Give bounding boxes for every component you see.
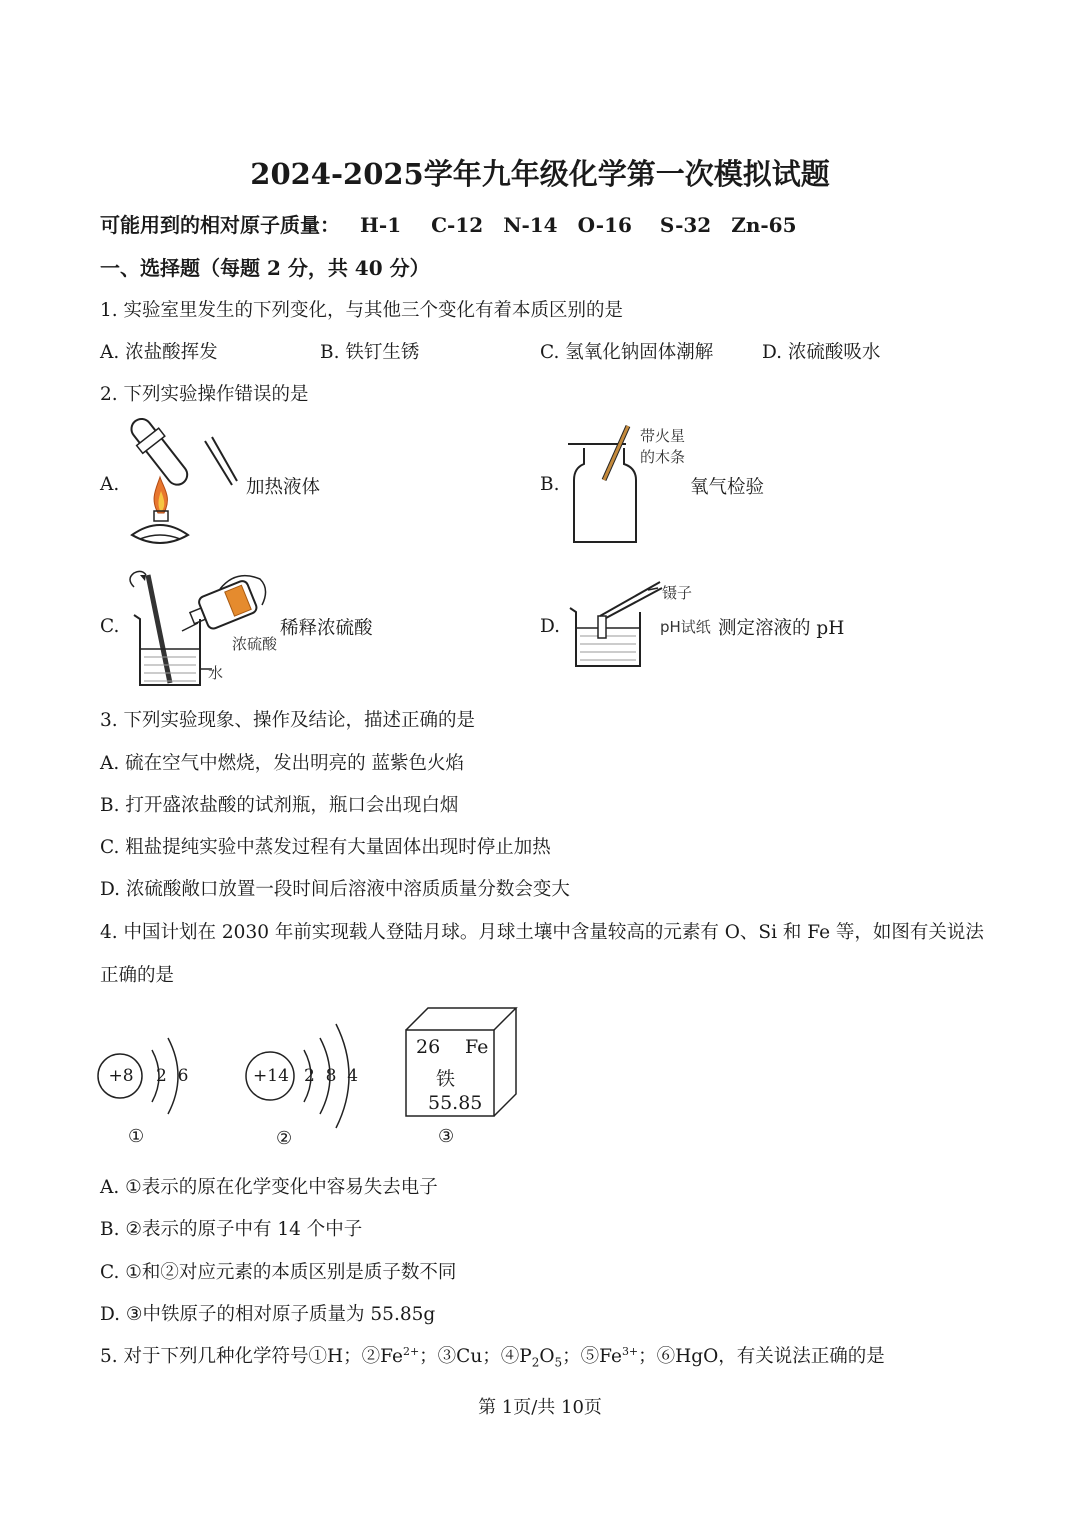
q2-option-a-label: 加热液体 (246, 477, 321, 498)
q3-option-d: D. 浓硫酸敞口放置一段时间后溶液中溶质质量分数会变大 (100, 879, 570, 900)
mass-item: Zn-65 (731, 213, 797, 237)
ph-paper-note: pH试纸 (660, 618, 711, 636)
gas-bottle-icon (574, 448, 636, 542)
mass-item: C-12 (431, 213, 484, 237)
element-number: ③ (438, 1126, 455, 1147)
q1-option-b: B. 铁钉生锈 (320, 342, 420, 363)
ph-paper-icon (598, 616, 606, 638)
atom2-shells: 2 8 4 (304, 1066, 359, 1086)
atom1-nucleus: +8 (108, 1066, 134, 1086)
q5-text: ；⑥HgO，有关说法正确的是 (638, 1346, 885, 1367)
tweezers-icon (600, 582, 660, 616)
q3-option-c: C. 粗盐提纯实验中蒸发过程有大量固体出现时停止加热 (100, 837, 551, 858)
cell-side-shape (494, 1008, 516, 1116)
q3-option-b: B. 打开盛浓盐酸的试剂瓶，瓶口会出现白烟 (100, 795, 459, 816)
solution-hatch-shape (580, 636, 636, 660)
ph-test-diagram (566, 578, 666, 673)
q5-stem (100, 1342, 885, 1370)
q1-stem: 1. 实验室里发生的下列变化，与其他三个变化有着本质区别的是 (100, 300, 624, 321)
mass-item: O-16 (577, 213, 632, 237)
dilute-acid-diagram (120, 565, 280, 690)
q3-option-a: A. 硫在空气中燃烧，发出明亮的 蓝紫色火焰 (100, 753, 465, 774)
q2-option-d-letter: D. (540, 616, 561, 637)
glass-rod-icon (148, 575, 170, 683)
section-heading: 一、选择题（每题 2 分，共 40 分） (100, 256, 430, 280)
q1-option-c: C. 氢氧化钠固体潮解 (540, 342, 714, 363)
splint-note-1: 带火星 (640, 427, 686, 445)
q2-option-d-label: 测定溶液的 pH (718, 618, 845, 639)
q4-option-c: C. ①和②对应元素的本质区别是质子数不同 (100, 1262, 457, 1283)
atom2-number: ② (276, 1128, 293, 1149)
atom2-nucleus: +14 (253, 1066, 289, 1086)
atom1-shells: 2 6 (156, 1066, 189, 1086)
splint-note-2: 的木条 (640, 448, 686, 466)
fe3-charge: 3+ (621, 1344, 639, 1358)
lamp-liquid-shape (140, 535, 180, 539)
q2-option-c-letter: C. (100, 616, 120, 637)
q4-option-d: D. ③中铁原子的相对原子质量为 55.85g (100, 1304, 436, 1325)
iron-atomic-number: 26 (416, 1036, 441, 1058)
iron-symbol: Fe (465, 1036, 489, 1058)
atomic-masses-label: 可能用到的相对原子质量： (100, 213, 340, 237)
o-subscript: 5 (554, 1355, 563, 1370)
q4-option-a: A. ①表示的原在化学变化中容易失去电子 (100, 1177, 438, 1198)
q2-option-b-label: 氧气检验 (690, 477, 765, 498)
stir-arrowhead-icon (140, 575, 146, 581)
page-title: 2024-2025学年九年级化学第一次模拟试题 (250, 157, 830, 191)
p-subscript: 2 (531, 1355, 540, 1370)
q3-stem: 3. 下列实验现象、操作及结论，描述正确的是 (100, 710, 476, 731)
q5-text: ；③Cu；④P (419, 1346, 532, 1367)
q5-text: 5. 对于下列几种化学符号①H；②Fe (100, 1346, 403, 1367)
q2-stem: 2. 下列实验操作错误的是 (100, 384, 309, 405)
iron-atomic-mass: 55.85 (428, 1092, 483, 1114)
mass-item: N-14 (503, 213, 558, 237)
q5-text: O (539, 1346, 555, 1367)
cell-top-shape (406, 1008, 516, 1030)
acid-stream-shape (182, 623, 198, 631)
q2-option-a-letter: A. (100, 474, 120, 495)
q1-option-d: D. 浓硫酸吸水 (762, 342, 881, 363)
q1-option-a: A. 浓盐酸挥发 (100, 342, 218, 363)
q2-option-b-letter: B. (540, 474, 560, 495)
acid-note: 浓硫酸 (232, 635, 278, 653)
atom1-number: ① (128, 1126, 145, 1147)
tweezers-note: 镊子 (662, 584, 693, 602)
q4-stem-line2: 正确的是 (100, 965, 175, 986)
mass-item: H-1 (360, 213, 402, 237)
iron-name: 铁 (436, 1068, 456, 1090)
bottle-label-icon (225, 585, 251, 616)
water-note: 水 (208, 664, 224, 682)
tube-holder-shape (137, 428, 165, 453)
q4-option-b: B. ②表示的原子中有 14 个中子 (100, 1219, 363, 1240)
q5-text: ；⑤Fe (562, 1346, 622, 1367)
oxygen-test-diagram (566, 420, 646, 550)
alcohol-lamp-icon (132, 525, 188, 543)
q2-option-c-label: 稀释浓硫酸 (280, 618, 373, 639)
heating-liquid-diagram (120, 415, 240, 550)
tweezers-arm-shape (606, 588, 662, 618)
fe2-charge: 2+ (402, 1344, 420, 1358)
mass-item: S-32 (659, 213, 712, 237)
page-footer: 第 1页/共 10页 (478, 1397, 602, 1418)
atomic-masses (100, 209, 797, 238)
q4-stem-line1: 4. 中国计划在 2030 年前实现载人登陆月球。月球土壤中含量较高的元素有 O、Si 和 Fe 等，如图有关说法 (100, 922, 984, 943)
